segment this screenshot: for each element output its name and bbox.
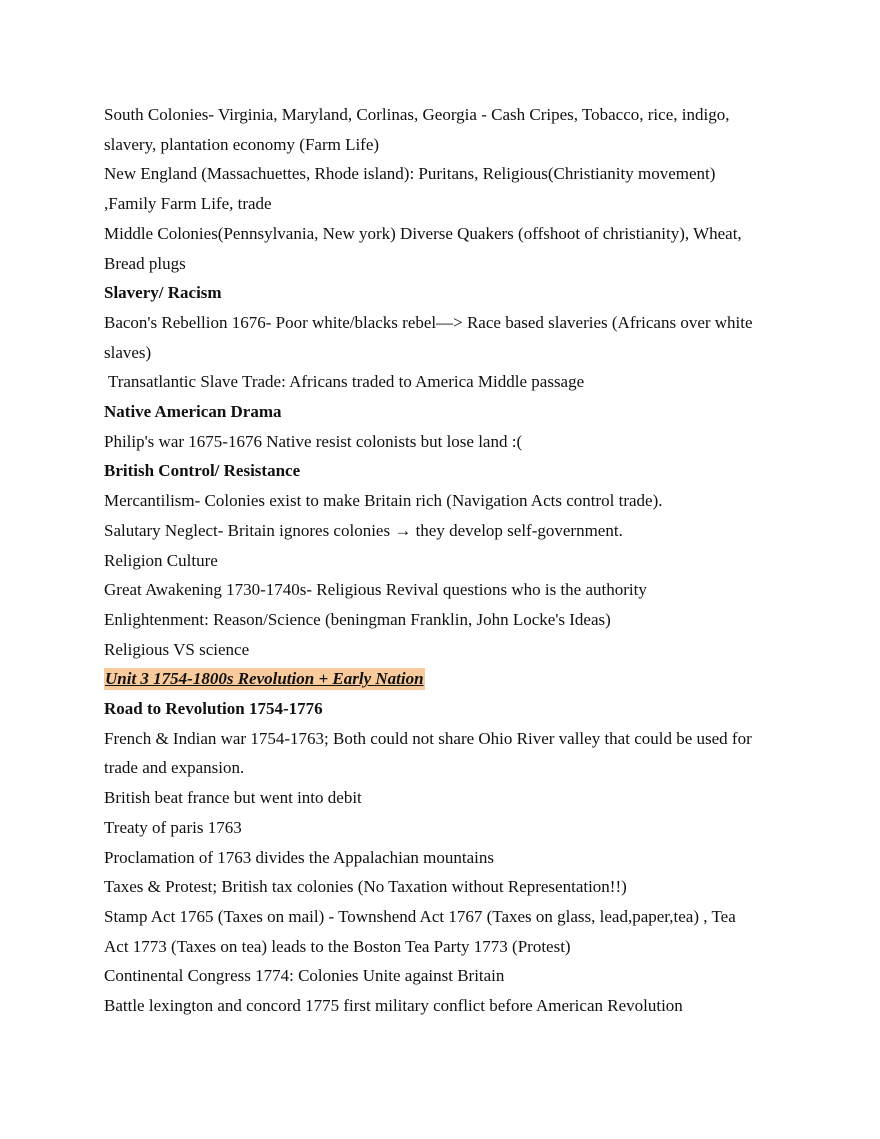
text-line-lexington-concord: Battle lexington and concord 1775 first military conflict before American Revolution bbox=[104, 996, 683, 1016]
text-line-south-colonies-cont: slavery, plantation economy (Farm Life) bbox=[104, 134, 380, 154]
text-line-middle-colonies-cont: Bread plugs bbox=[104, 253, 186, 273]
section-heading-slavery-racism: Slavery/ Racism bbox=[104, 283, 222, 303]
text-line-treaty-of-paris: Treaty of paris 1763 bbox=[104, 817, 242, 837]
text-line-continental-congress: Continental Congress 1774: Colonies Unite against Britain bbox=[104, 966, 505, 986]
text-line-religious-vs-science: Religious VS science bbox=[104, 639, 250, 659]
text-line-religion-culture: Religion Culture bbox=[104, 550, 218, 570]
section-heading-british-control: British Control/ Resistance bbox=[104, 461, 301, 481]
section-heading-native-american-drama: Native American Drama bbox=[104, 402, 282, 422]
text-line-stamp-act-cont: Act 1773 (Taxes on tea) leads to the Boston Tea Party 1773 (Protest) bbox=[104, 936, 571, 956]
text-line-new-england: New England (Massachuettes, Rhode island): Puritans, Religious(Christianity movement) bbox=[104, 164, 716, 184]
unit-3-heading: Unit 3 1754-1800s Revolution + Early Nation bbox=[105, 669, 424, 689]
text-line-mercantilism: Mercantilism- Colonies exist to make Britain rich (Navigation Acts control trade). bbox=[104, 491, 663, 511]
section-heading-road-to-revolution: Road to Revolution 1754-1776 bbox=[104, 699, 323, 719]
text-line-french-indian-war-cont: trade and expansion. bbox=[104, 758, 245, 778]
text-line-stamp-act: Stamp Act 1765 (Taxes on mail) - Townshend Act 1767 (Taxes on glass, lead,paper,tea) , Tea bbox=[104, 906, 736, 926]
text-line-philips-war: Philip's war 1675-1676 Native resist colonists but lose land :( bbox=[104, 431, 523, 451]
text-line-british-beat-france: British beat france but went into debit bbox=[104, 788, 362, 808]
text-line-bacons-rebellion-cont: slaves) bbox=[104, 342, 152, 362]
text-line-proclamation: Proclamation of 1763 divides the Appalachian mountains bbox=[104, 847, 494, 867]
text-line-bacons-rebellion: Bacon's Rebellion 1676- Poor white/blacks rebel—> Race based slaveries (Africans over white bbox=[104, 312, 753, 332]
text-line-french-indian-war: French & Indian war 1754-1763; Both could not share Ohio River valley that could be used for bbox=[104, 728, 752, 748]
text-line-great-awakening: Great Awakening 1730-1740s- Religious Revival questions who is the authority bbox=[104, 580, 647, 600]
text-line-middle-colonies: Middle Colonies(Pennsylvania, New york) Diverse Quakers (offshoot of christianity), Wheat, bbox=[104, 223, 742, 243]
text-line-enlightenment: Enlightenment: Reason/Science (beningman Franklin, John Locke's Ideas) bbox=[104, 609, 611, 629]
text-line-new-england-cont: ,Family Farm Life, trade bbox=[104, 194, 272, 214]
unit-heading-row bbox=[104, 664, 784, 694]
document-body bbox=[104, 100, 784, 1021]
text-line-south-colonies: South Colonies- Virginia, Maryland, Corlinas, Georgia - Cash Cripes, Tobacco, rice, indigo, bbox=[104, 105, 730, 124]
text-line-salutary-neglect: Salutary Neglect- Britain ignores colonies → they develop self-government. bbox=[104, 520, 623, 540]
text-line-taxes-protest: Taxes & Protest; British tax colonies (No Taxation without Representation!!) bbox=[104, 877, 627, 897]
text-line-slave-trade: Transatlantic Slave Trade: Africans traded to America Middle passage bbox=[104, 372, 585, 392]
